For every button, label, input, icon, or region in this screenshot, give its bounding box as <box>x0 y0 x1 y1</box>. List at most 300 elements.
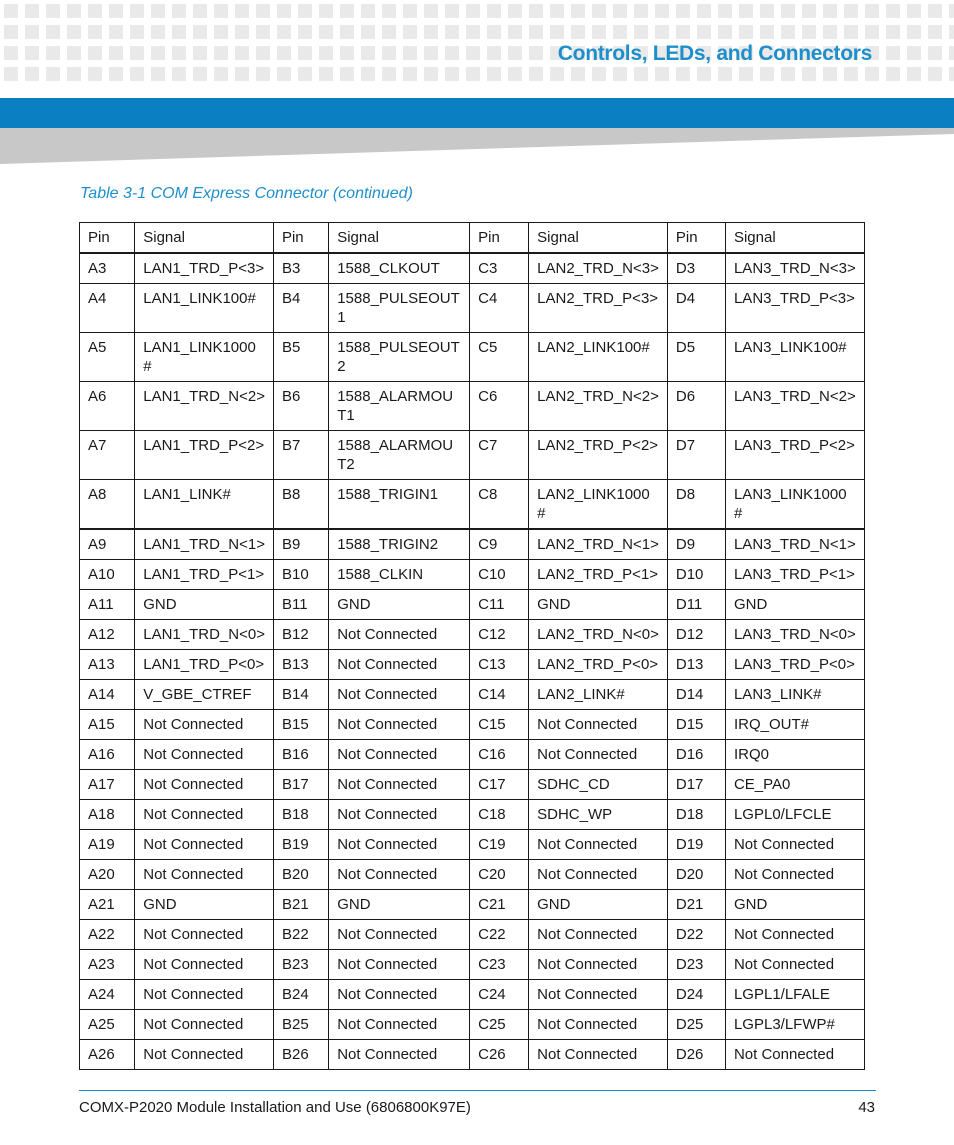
pattern-cell <box>676 67 690 81</box>
pattern-cell <box>88 46 102 60</box>
pattern-cell <box>109 25 123 39</box>
pattern-cell <box>361 67 375 81</box>
pattern-cell <box>67 67 81 81</box>
pattern-cell <box>508 25 522 39</box>
table-row <box>80 710 865 740</box>
table-body <box>80 253 865 1070</box>
table-row <box>80 620 865 650</box>
cell-signal-b: Not Connected <box>329 830 470 860</box>
cell-signal-c: Not Connected <box>529 860 668 890</box>
cell-pin-a: A7 <box>80 431 135 480</box>
pattern-cell <box>760 67 774 81</box>
pattern-cell <box>445 46 459 60</box>
cell-pin-d: D17 <box>667 770 725 800</box>
pattern-cell <box>676 25 690 39</box>
pattern-cell <box>865 67 879 81</box>
cell-pin-b: B3 <box>273 253 328 284</box>
cell-signal-d: LAN3_TRD_N<0> <box>725 620 864 650</box>
pattern-cell <box>466 46 480 60</box>
pattern-cell <box>424 25 438 39</box>
cell-signal-c: LAN2_TRD_P<3> <box>529 284 668 333</box>
table-row <box>80 382 865 431</box>
pattern-cell <box>697 4 711 18</box>
table-row <box>80 333 865 382</box>
pattern-cell <box>109 67 123 81</box>
pattern-cell <box>361 4 375 18</box>
table-row <box>80 480 865 530</box>
pattern-cell <box>340 67 354 81</box>
pattern-cell <box>193 4 207 18</box>
pattern-cell <box>151 4 165 18</box>
cell-pin-c: C21 <box>470 890 529 920</box>
pattern-cell <box>949 67 954 81</box>
pattern-cell <box>781 25 795 39</box>
pattern-cell <box>424 67 438 81</box>
pattern-cell <box>382 4 396 18</box>
cell-signal-b: 1588_CLKIN <box>329 560 470 590</box>
table-row <box>80 860 865 890</box>
pattern-cell <box>529 25 543 39</box>
cell-pin-b: B18 <box>273 800 328 830</box>
cell-signal-b: Not Connected <box>329 740 470 770</box>
footer-rule <box>79 1090 876 1091</box>
cell-signal-a: Not Connected <box>135 920 274 950</box>
pattern-cell <box>592 4 606 18</box>
cell-pin-c: C23 <box>470 950 529 980</box>
header-wedge <box>0 128 954 164</box>
cell-pin-b: B6 <box>273 382 328 431</box>
cell-pin-b: B24 <box>273 980 328 1010</box>
cell-pin-c: C9 <box>470 529 529 560</box>
cell-signal-c: Not Connected <box>529 710 668 740</box>
pattern-cell <box>424 4 438 18</box>
pattern-cell <box>46 67 60 81</box>
pattern-cell <box>172 46 186 60</box>
cell-pin-b: B19 <box>273 830 328 860</box>
pattern-cell <box>67 25 81 39</box>
table-row <box>80 560 865 590</box>
pattern-cell <box>886 67 900 81</box>
header-signal-c: Signal <box>529 223 668 254</box>
cell-pin-a: A21 <box>80 890 135 920</box>
pattern-cell <box>487 4 501 18</box>
cell-pin-c: C5 <box>470 333 529 382</box>
pattern-cell <box>151 67 165 81</box>
cell-signal-d: IRQ_OUT# <box>725 710 864 740</box>
cell-pin-b: B9 <box>273 529 328 560</box>
pattern-cell <box>214 67 228 81</box>
pattern-cell <box>613 4 627 18</box>
header-band <box>0 98 954 128</box>
cell-signal-d: LAN3_TRD_P<1> <box>725 560 864 590</box>
pattern-cell <box>4 4 18 18</box>
cell-signal-c: LAN2_TRD_N<1> <box>529 529 668 560</box>
pattern-cell <box>298 4 312 18</box>
cell-pin-d: D10 <box>667 560 725 590</box>
pattern-cell <box>928 4 942 18</box>
pattern-cell <box>235 46 249 60</box>
cell-pin-b: B21 <box>273 890 328 920</box>
pattern-cell <box>340 25 354 39</box>
pattern-cell <box>529 4 543 18</box>
table-row <box>80 950 865 980</box>
cell-pin-b: B10 <box>273 560 328 590</box>
table-header-row <box>80 223 865 254</box>
pattern-cell <box>802 25 816 39</box>
table-row <box>80 980 865 1010</box>
cell-signal-b: GND <box>329 590 470 620</box>
pattern-cell <box>445 4 459 18</box>
cell-signal-d: LAN3_TRD_N<1> <box>725 529 864 560</box>
cell-pin-a: A16 <box>80 740 135 770</box>
pattern-cell <box>487 67 501 81</box>
cell-signal-b: 1588_PULSEOUT 2 <box>329 333 470 382</box>
cell-pin-a: A9 <box>80 529 135 560</box>
pattern-cell <box>151 46 165 60</box>
cell-pin-c: C15 <box>470 710 529 740</box>
cell-signal-c: Not Connected <box>529 980 668 1010</box>
pattern-cell <box>130 25 144 39</box>
cell-pin-a: A12 <box>80 620 135 650</box>
cell-pin-c: C6 <box>470 382 529 431</box>
pattern-cell <box>172 4 186 18</box>
pattern-cell <box>739 25 753 39</box>
cell-signal-b: 1588_TRIGIN1 <box>329 480 470 530</box>
cell-signal-a: Not Connected <box>135 800 274 830</box>
cell-pin-c: C14 <box>470 680 529 710</box>
table-row <box>80 920 865 950</box>
pattern-cell <box>739 4 753 18</box>
pattern-cell <box>424 46 438 60</box>
pattern-cell <box>739 67 753 81</box>
cell-signal-d: LGPL3/LFWP# <box>725 1010 864 1040</box>
cell-pin-d: D21 <box>667 890 725 920</box>
cell-signal-b: 1588_CLKOUT <box>329 253 470 284</box>
cell-pin-a: A10 <box>80 560 135 590</box>
cell-pin-d: D22 <box>667 920 725 950</box>
cell-pin-a: A24 <box>80 980 135 1010</box>
cell-pin-d: D5 <box>667 333 725 382</box>
cell-pin-c: C19 <box>470 830 529 860</box>
pattern-cell <box>718 25 732 39</box>
cell-signal-a: Not Connected <box>135 740 274 770</box>
table-row <box>80 770 865 800</box>
pattern-cell <box>382 46 396 60</box>
pattern-cell <box>298 67 312 81</box>
pattern-cell <box>172 67 186 81</box>
pattern-cell <box>823 25 837 39</box>
cell-signal-a: LAN1_TRD_N<2> <box>135 382 274 431</box>
pattern-cell <box>529 46 543 60</box>
table-row <box>80 680 865 710</box>
pattern-cell <box>886 4 900 18</box>
table-row <box>80 650 865 680</box>
cell-signal-c: LAN2_LINK# <box>529 680 668 710</box>
header-pin-a: Pin <box>80 223 135 254</box>
pattern-cell <box>550 25 564 39</box>
pattern-cell <box>298 25 312 39</box>
cell-pin-a: A17 <box>80 770 135 800</box>
pattern-cell <box>949 4 954 18</box>
pattern-cell <box>928 46 942 60</box>
cell-pin-b: B26 <box>273 1040 328 1070</box>
cell-pin-a: A8 <box>80 480 135 530</box>
cell-signal-d: LAN3_LINK1000 # <box>725 480 864 530</box>
pattern-cell <box>235 67 249 81</box>
cell-signal-c: LAN2_TRD_P<1> <box>529 560 668 590</box>
cell-signal-c: Not Connected <box>529 1040 668 1070</box>
pattern-cell <box>655 67 669 81</box>
cell-pin-b: B12 <box>273 620 328 650</box>
cell-pin-b: B15 <box>273 710 328 740</box>
table-row <box>80 284 865 333</box>
cell-pin-b: B25 <box>273 1010 328 1040</box>
pattern-cell <box>46 46 60 60</box>
cell-signal-b: Not Connected <box>329 1040 470 1070</box>
cell-pin-c: C17 <box>470 770 529 800</box>
pattern-cell <box>466 4 480 18</box>
cell-signal-c: SDHC_CD <box>529 770 668 800</box>
cell-pin-b: B4 <box>273 284 328 333</box>
cell-pin-c: C13 <box>470 650 529 680</box>
cell-signal-b: Not Connected <box>329 920 470 950</box>
cell-pin-c: C12 <box>470 620 529 650</box>
pattern-cell <box>823 4 837 18</box>
pattern-cell <box>928 25 942 39</box>
table-row <box>80 800 865 830</box>
pattern-cell <box>907 25 921 39</box>
cell-signal-d: GND <box>725 590 864 620</box>
cell-signal-c: Not Connected <box>529 920 668 950</box>
pattern-cell <box>88 67 102 81</box>
cell-pin-d: D26 <box>667 1040 725 1070</box>
pattern-cell <box>445 25 459 39</box>
pattern-cell <box>907 67 921 81</box>
cell-signal-d: Not Connected <box>725 830 864 860</box>
cell-pin-d: D13 <box>667 650 725 680</box>
cell-signal-d: LAN3_LINK# <box>725 680 864 710</box>
cell-signal-b: Not Connected <box>329 680 470 710</box>
pattern-cell <box>235 25 249 39</box>
pattern-cell <box>403 4 417 18</box>
cell-signal-b: Not Connected <box>329 950 470 980</box>
cell-pin-d: D3 <box>667 253 725 284</box>
cell-signal-a: Not Connected <box>135 830 274 860</box>
pattern-cell <box>781 4 795 18</box>
pattern-cell <box>235 4 249 18</box>
cell-signal-c: Not Connected <box>529 740 668 770</box>
pattern-cell <box>655 4 669 18</box>
cell-pin-b: B23 <box>273 950 328 980</box>
pattern-cell <box>550 4 564 18</box>
cell-signal-c: LAN2_LINK100# <box>529 333 668 382</box>
cell-signal-b: Not Connected <box>329 650 470 680</box>
cell-pin-a: A5 <box>80 333 135 382</box>
pattern-cell <box>844 25 858 39</box>
table-header <box>80 223 865 254</box>
pattern-cell <box>907 4 921 18</box>
cell-signal-d: CE_PA0 <box>725 770 864 800</box>
cell-pin-d: D7 <box>667 431 725 480</box>
pattern-cell <box>760 4 774 18</box>
pattern-cell <box>340 46 354 60</box>
pattern-cell <box>193 67 207 81</box>
pattern-cell <box>109 46 123 60</box>
section-title: Controls, LEDs, and Connectors <box>557 42 872 65</box>
pattern-cell <box>256 46 270 60</box>
cell-signal-b: Not Connected <box>329 1010 470 1040</box>
pattern-cell <box>550 67 564 81</box>
cell-pin-c: C18 <box>470 800 529 830</box>
pattern-cell <box>4 25 18 39</box>
pattern-cell <box>844 4 858 18</box>
pattern-cell <box>676 4 690 18</box>
pattern-cell <box>130 46 144 60</box>
pattern-cell <box>25 67 39 81</box>
pattern-cell <box>67 46 81 60</box>
cell-pin-a: A15 <box>80 710 135 740</box>
pattern-cell <box>193 46 207 60</box>
pattern-cell <box>655 25 669 39</box>
pattern-cell <box>25 25 39 39</box>
pattern-cell <box>571 4 585 18</box>
cell-signal-b: 1588_PULSEOUT 1 <box>329 284 470 333</box>
cell-signal-c: LAN2_LINK1000 # <box>529 480 668 530</box>
pattern-cell <box>571 25 585 39</box>
cell-signal-b: Not Connected <box>329 770 470 800</box>
pattern-cell <box>928 67 942 81</box>
cell-signal-d: GND <box>725 890 864 920</box>
cell-signal-d: Not Connected <box>725 860 864 890</box>
cell-signal-b: Not Connected <box>329 860 470 890</box>
cell-pin-a: A20 <box>80 860 135 890</box>
table-row <box>80 431 865 480</box>
pattern-cell <box>844 67 858 81</box>
cell-pin-d: D23 <box>667 950 725 980</box>
pattern-cell <box>88 4 102 18</box>
cell-pin-c: C7 <box>470 431 529 480</box>
cell-signal-c: LAN2_TRD_N<2> <box>529 382 668 431</box>
table-row <box>80 740 865 770</box>
cell-signal-b: 1588_ALARMOU T2 <box>329 431 470 480</box>
cell-signal-a: LAN1_TRD_N<0> <box>135 620 274 650</box>
pattern-cell <box>277 4 291 18</box>
cell-signal-b: Not Connected <box>329 710 470 740</box>
cell-pin-c: C26 <box>470 1040 529 1070</box>
pattern-cell <box>802 67 816 81</box>
pattern-cell <box>949 46 954 60</box>
cell-pin-d: D18 <box>667 800 725 830</box>
cell-pin-d: D6 <box>667 382 725 431</box>
cell-signal-a: GND <box>135 590 274 620</box>
cell-pin-d: D4 <box>667 284 725 333</box>
pattern-cell <box>256 4 270 18</box>
pattern-cell <box>361 25 375 39</box>
pattern-cell <box>319 4 333 18</box>
pattern-cell <box>466 25 480 39</box>
cell-pin-a: A26 <box>80 1040 135 1070</box>
table-row <box>80 830 865 860</box>
page-number: 43 <box>858 1099 875 1116</box>
pattern-cell <box>529 67 543 81</box>
cell-signal-b: 1588_TRIGIN2 <box>329 529 470 560</box>
connector-table <box>79 222 865 1070</box>
pattern-cell <box>46 25 60 39</box>
pattern-cell <box>361 46 375 60</box>
pattern-cell <box>256 67 270 81</box>
pattern-cell <box>508 67 522 81</box>
cell-pin-d: D16 <box>667 740 725 770</box>
pattern-cell <box>214 25 228 39</box>
pattern-cell <box>172 25 186 39</box>
cell-signal-d: LAN3_LINK100# <box>725 333 864 382</box>
cell-signal-a: Not Connected <box>135 980 274 1010</box>
pattern-cell <box>67 4 81 18</box>
cell-pin-b: B14 <box>273 680 328 710</box>
cell-signal-b: 1588_ALARMOU T1 <box>329 382 470 431</box>
table-row <box>80 529 865 560</box>
pattern-cell <box>277 25 291 39</box>
cell-pin-a: A19 <box>80 830 135 860</box>
pattern-cell <box>382 67 396 81</box>
table-row <box>80 1040 865 1070</box>
cell-signal-a: LAN1_TRD_P<1> <box>135 560 274 590</box>
pattern-cell <box>4 67 18 81</box>
cell-signal-a: GND <box>135 890 274 920</box>
cell-pin-a: A25 <box>80 1010 135 1040</box>
cell-pin-c: C25 <box>470 1010 529 1040</box>
header-pin-c: Pin <box>470 223 529 254</box>
pattern-cell <box>949 25 954 39</box>
header-signal-d: Signal <box>725 223 864 254</box>
pattern-cell <box>445 67 459 81</box>
header-pin-b: Pin <box>273 223 328 254</box>
cell-signal-b: Not Connected <box>329 980 470 1010</box>
pattern-cell <box>466 67 480 81</box>
pattern-cell <box>823 67 837 81</box>
pattern-cell <box>634 25 648 39</box>
pattern-cell <box>613 25 627 39</box>
cell-pin-d: D8 <box>667 480 725 530</box>
cell-signal-a: LAN1_TRD_P<3> <box>135 253 274 284</box>
pattern-cell <box>760 25 774 39</box>
pattern-cell <box>109 4 123 18</box>
cell-pin-a: A4 <box>80 284 135 333</box>
cell-signal-a: Not Connected <box>135 710 274 740</box>
pattern-cell <box>634 4 648 18</box>
cell-pin-b: B13 <box>273 650 328 680</box>
cell-signal-d: LAN3_TRD_P<2> <box>725 431 864 480</box>
cell-pin-c: C11 <box>470 590 529 620</box>
cell-pin-d: D11 <box>667 590 725 620</box>
header-signal-b: Signal <box>329 223 470 254</box>
cell-pin-b: B7 <box>273 431 328 480</box>
cell-pin-a: A22 <box>80 920 135 950</box>
cell-pin-d: D14 <box>667 680 725 710</box>
pattern-cell <box>697 67 711 81</box>
footer-document-title: COMX-P2020 Module Installation and Use (6806800K97E) <box>79 1099 471 1116</box>
cell-pin-c: C4 <box>470 284 529 333</box>
pattern-cell <box>277 67 291 81</box>
cell-signal-d: LGPL0/LFCLE <box>725 800 864 830</box>
pattern-cell <box>403 67 417 81</box>
cell-pin-d: D25 <box>667 1010 725 1040</box>
cell-signal-c: Not Connected <box>529 830 668 860</box>
cell-signal-c: LAN2_TRD_P<2> <box>529 431 668 480</box>
cell-signal-c: LAN2_TRD_P<0> <box>529 650 668 680</box>
pattern-cell <box>886 25 900 39</box>
cell-pin-d: D20 <box>667 860 725 890</box>
